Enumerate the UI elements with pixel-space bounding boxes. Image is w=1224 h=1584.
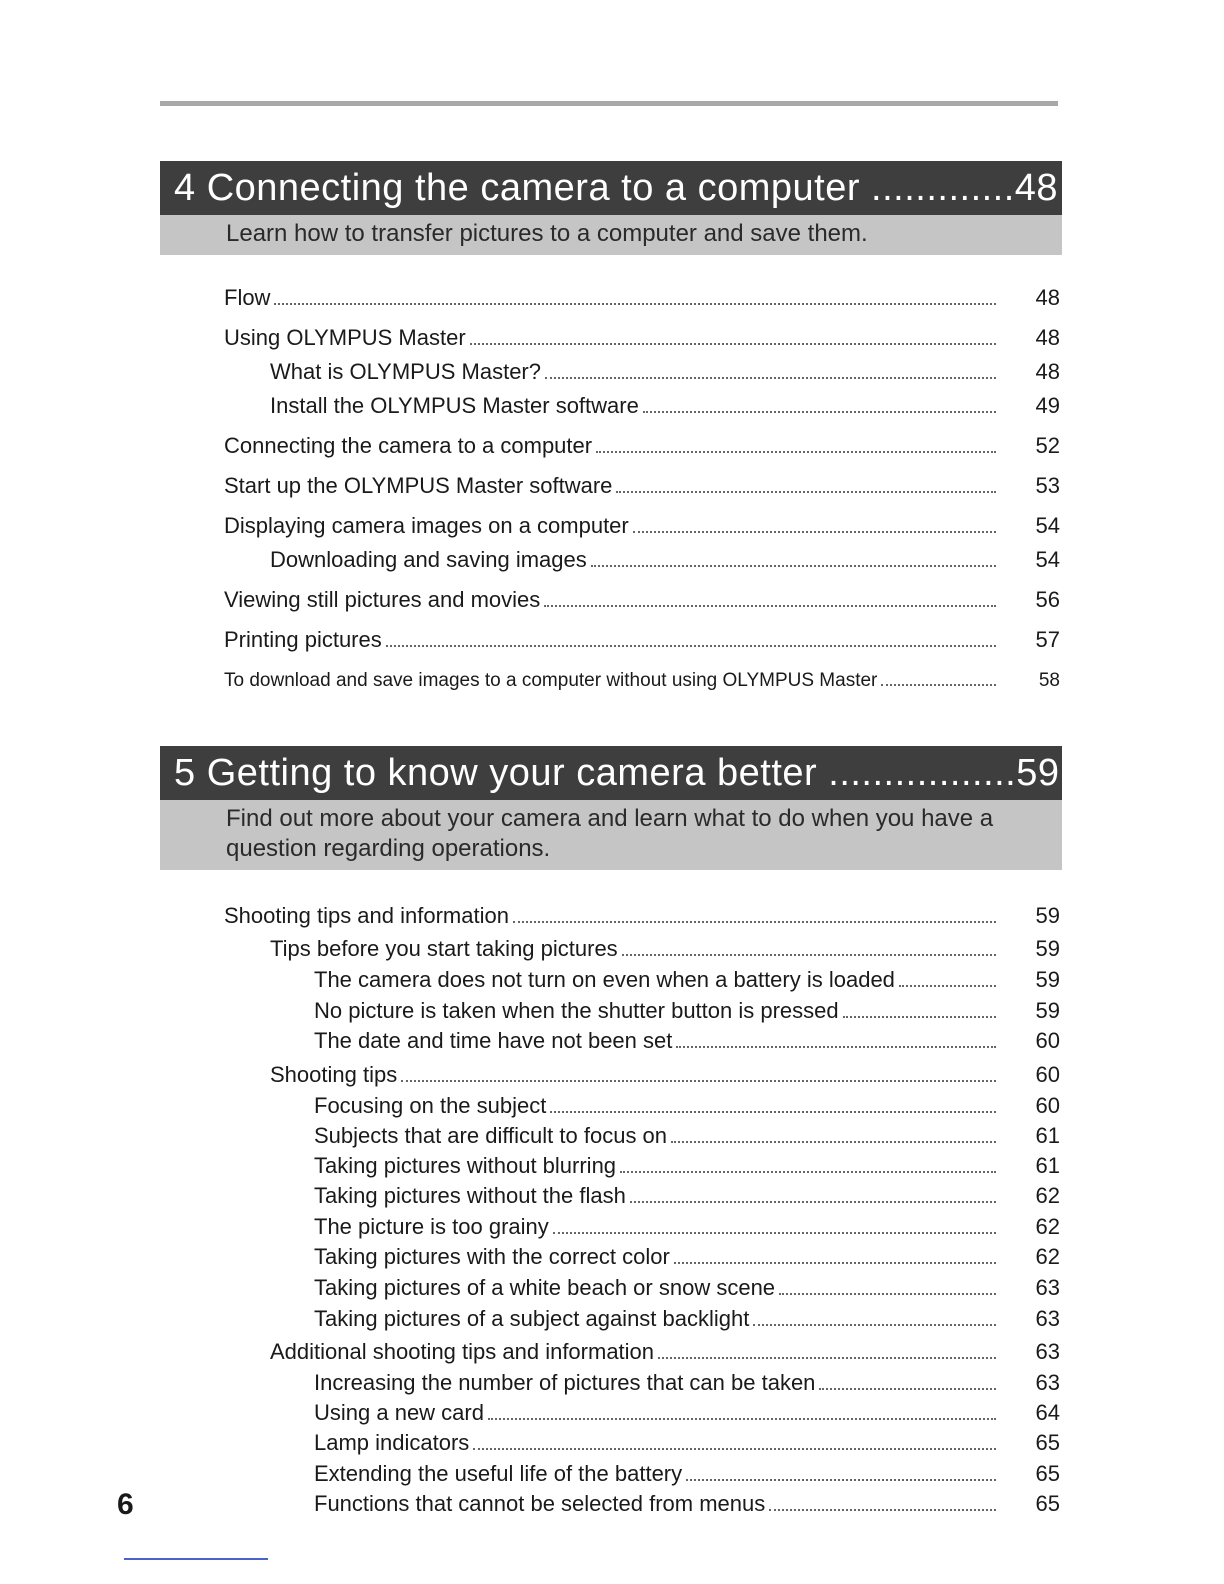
toc-entry[interactable]: Shooting tips and information 59 bbox=[224, 903, 1060, 928]
footer-line bbox=[124, 1558, 268, 1560]
toc-entry[interactable]: Taking pictures without blurring 61 bbox=[314, 1153, 1060, 1178]
toc-entry[interactable]: Taking pictures without the flash 62 bbox=[314, 1183, 1060, 1208]
toc-entry[interactable]: Functions that cannot be selected from menus 65 bbox=[314, 1491, 1060, 1516]
section-4-banner bbox=[160, 161, 1062, 255]
section-4-subtitle: Learn how to transfer pictures to a computer and save them. bbox=[160, 215, 1062, 255]
toc-entry[interactable]: Subjects that are difficult to focus on 61 bbox=[314, 1123, 1060, 1148]
toc-entry[interactable]: Start up the OLYMPUS Master software 53 bbox=[224, 473, 1060, 498]
top-rule bbox=[160, 101, 1058, 106]
toc-entry[interactable]: Extending the useful life of the battery 65 bbox=[314, 1461, 1060, 1486]
toc-entry[interactable]: Viewing still pictures and movies 56 bbox=[224, 587, 1060, 612]
toc-entry[interactable]: Connecting the camera to a computer 52 bbox=[224, 433, 1060, 458]
toc-entry[interactable]: Tips before you start taking pictures 59 bbox=[270, 936, 1060, 961]
toc-entry[interactable]: Focusing on the subject 60 bbox=[314, 1093, 1060, 1118]
toc-entry[interactable]: The date and time have not been set 60 bbox=[314, 1028, 1060, 1053]
toc-entry[interactable]: Lamp indicators 65 bbox=[314, 1430, 1060, 1455]
toc-entry[interactable]: Shooting tips 60 bbox=[270, 1062, 1060, 1087]
toc-entry[interactable]: Taking pictures with the correct color 62 bbox=[314, 1244, 1060, 1269]
toc-entry[interactable]: Increasing the number of pictures that can be taken 63 bbox=[314, 1370, 1060, 1395]
toc-entry[interactable]: Downloading and saving images 54 bbox=[270, 547, 1060, 572]
toc-entry[interactable]: Additional shooting tips and information 63 bbox=[270, 1339, 1060, 1364]
toc-entry[interactable]: The picture is too grainy 62 bbox=[314, 1214, 1060, 1239]
section-5-subtitle: Find out more about your camera and learn what to do when you have a question regarding operations. bbox=[160, 800, 1062, 870]
toc-entry[interactable]: Printing pictures 57 bbox=[224, 627, 1060, 652]
toc-entry[interactable]: Displaying camera images on a computer 54 bbox=[224, 513, 1060, 538]
toc-entry[interactable]: Taking pictures of a subject against backlight 63 bbox=[314, 1306, 1060, 1331]
page-number: 6 bbox=[117, 1488, 134, 1521]
toc-entry[interactable]: The camera does not turn on even when a battery is loaded 59 bbox=[314, 967, 1060, 992]
section-4-title[interactable]: 4 Connecting the camera to a computer .............48 bbox=[160, 161, 1062, 215]
toc-entry[interactable]: Install the OLYMPUS Master software 49 bbox=[270, 393, 1060, 418]
toc-entry[interactable]: Using a new card 64 bbox=[314, 1400, 1060, 1425]
toc-entry[interactable]: No picture is taken when the shutter button is pressed 59 bbox=[314, 998, 1060, 1023]
toc-entry[interactable]: Taking pictures of a white beach or snow scene 63 bbox=[314, 1275, 1060, 1300]
toc-entry[interactable]: To download and save images to a computer without using OLYMPUS Master 58 bbox=[224, 670, 1060, 691]
toc-entry[interactable]: What is OLYMPUS Master? 48 bbox=[270, 359, 1060, 384]
section-5-banner bbox=[160, 746, 1062, 870]
toc-entry[interactable]: Using OLYMPUS Master 48 bbox=[224, 325, 1060, 350]
toc-entry[interactable]: Flow 48 bbox=[224, 285, 1060, 310]
section-5-title[interactable]: 5 Getting to know your camera better .................59 bbox=[160, 746, 1062, 800]
